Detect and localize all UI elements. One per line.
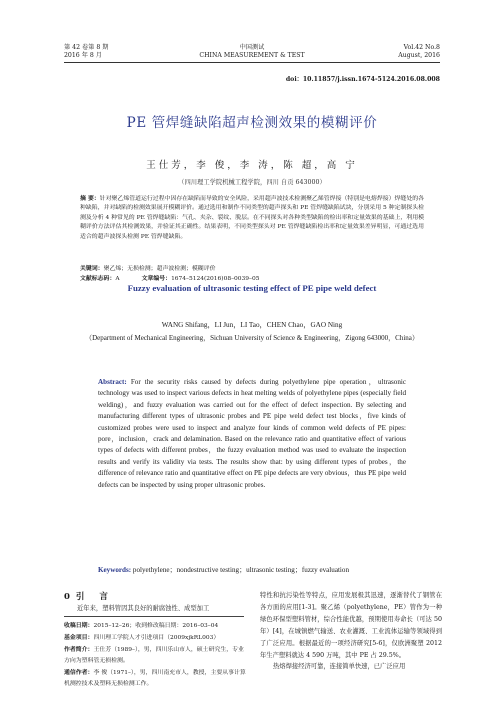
keywords-en-label: Keywords: <box>98 566 132 574</box>
footnote-label: 基金项目： <box>64 634 94 641</box>
footnote-text: 四川理工学院人才引进项目（2009xjkRL003） <box>93 635 220 641</box>
keywords-en-text: polyethylene；nondestructive testing；ultrasonic testing；fuzzy evaluation <box>132 566 349 574</box>
footnote-label: 作者简介： <box>64 646 94 653</box>
body-column-right <box>260 590 442 673</box>
section-title: 引 言 <box>75 592 114 602</box>
journal-name-cn: 中国测试 <box>239 44 265 51</box>
footnote-label: 收稿日期： <box>64 622 94 629</box>
body-paragraph: 特性和抗污染性等特点，应用发展极其迅速，逐渐替代了钢管在各方面的应用[1-3]。聚乙烯（polyethylene，PE）管作为一种绿色环保型塑料管材，综合性能优越，预期使用寿命长（可达 50 年）[4]，在城镇燃气输送、农业灌溉、工业流体运输等领域得到了广泛应用。根据最近的一项经济研究[5-6]，仅欧洲聚塑 2012 年生产塑料就达 4 590 万吨，其中 PE 占 29.5%。 <box>260 592 442 659</box>
header-rule <box>64 62 440 63</box>
footnote-corresponding <box>64 667 248 690</box>
footnote-author <box>64 644 248 667</box>
body-paragraph-next: 热熔焊接经济可靠，连接简单快速，已广泛应用 <box>273 663 406 671</box>
footnote-text: 王仕芳（1989–），男，四川乐山市人，硕士研究生，专业方向为塑料管无损检测。 <box>64 647 244 664</box>
intro-paragraph: 近年来，塑料管因其良好的耐腐蚀性、成型加工 <box>77 605 210 612</box>
footnote-fund <box>64 632 248 644</box>
keywords-cn <box>80 264 424 274</box>
header-volume: 第 42 卷第 8 期 <box>64 44 109 51</box>
footnote-label: 通信作者： <box>64 669 94 676</box>
keywords-cn-label: 关键词： <box>80 265 104 272</box>
classification-value-2: 1674–5124(2016)08–0039–05 <box>171 276 260 283</box>
meta-cn <box>80 264 424 285</box>
abstract-cn <box>80 194 424 242</box>
classification-value-1: A <box>115 276 120 283</box>
header-date-cn: 2016 年 8 月 <box>64 52 102 59</box>
footnote-rule <box>64 616 244 617</box>
abstract-en-text: For the security risks caused by defects during polyethylene pipe operation，ultrasonic technology was used to inspect various defects in heat melting welds of polyethylene pipes (especially field welding)，and fuzzy evaluation was carried out for the effect of defect inspection. By selecting and manufacturing different types of ultrasonic probes and PE pipe weld defect test blocks，five kinds of customized probes were used to inspect and analyze four kinds of common weld defects of PE pipes: pore，inclusion，crack and delamination. Based on the relevance ratio and quantitative effect of various types of defects with different probes，the fuzzy evaluation method was used to evaluate the inspection results and verify its validity via tests. The results show that: by using different types of probes，the difference of relevance ratio and quantitative effect on PE pipe defects are very obvious，thus PE pipe weld defects can be inspected by using proper ultrasonic probes. <box>98 378 406 489</box>
header-date-en: August, 2016 <box>398 52 440 59</box>
footnotes <box>64 620 248 690</box>
affiliation-en: （Department of Mechanical Engineering，Sichuan University of Science & Engineering，Zigong 643000，China） <box>85 334 419 342</box>
journal-name-en: CHINA MEASUREMENT & TEST <box>199 52 305 59</box>
abstract-en-label: Abstract: <box>98 378 127 386</box>
authors-en: WANG Shifang，LI Jun，LI Tao，CHEN Chao，GAO Ning <box>161 321 343 329</box>
footnote-text: 2015–12–26；收到修改稿日期：2016–03–04 <box>93 623 219 629</box>
keywords-cn-text: 聚乙烯；无损检测；超声波检测；模糊评价 <box>103 266 216 272</box>
paper-title-cn: PE 管焊缝缺陷超声检测效果的模糊评价 <box>126 115 378 131</box>
abstract-cn-label: 摘 要： <box>80 195 100 202</box>
paper-title-en: Fuzzy evaluation of ultrasonic testing effect of PE pipe weld defect <box>127 283 377 293</box>
footnote-received <box>64 620 248 632</box>
header-volume-en <box>398 44 440 60</box>
classification-label-1: 文献标志码： <box>80 275 116 283</box>
abstract-cn-text: 针对聚乙烯管道运行过程中因存在缺陷而导致的安全风险，采用超声波技术检测聚乙烯管焊接（特别是电熔焊接）焊缝处的各种缺陷，并对缺陷的检测效果展开模糊评价。通过选用和制作不同类型的超声探头和 PE 管焊缝缺陷试块，分别采用 5 种定制探头检测及分析 4 种常见的 PE 管焊缝缺陷：气孔、夹杂、裂纹、脱层。在不同探头对各种类型缺陷的检出率和定量效果的基础上，利用模糊评价方法评估其检测效果，并验证其正确性。结果表明，不同类型探头对 PE 管焊缝缺陷检出率和定量效果差异明显，可通过选用适合的超声波探头检测 PE 管焊缝缺陷。 <box>80 196 424 240</box>
doi[interactable]: doi：10.11857/j.issn.1674-5124.2016.08.008 <box>285 76 440 83</box>
section-number: 0 <box>64 592 76 602</box>
affiliation-cn: （四川理工学院机械工程学院，四川 自贡 643000） <box>178 179 326 186</box>
header-journal <box>64 44 440 60</box>
keywords-en <box>98 565 406 575</box>
classification-label-2: 文章编号： <box>141 275 172 283</box>
footnote-text: 李 俊（1971–），男，四川南充市人，教授，主要从事计算机测控技术及塑料无损检测工作。 <box>64 670 246 687</box>
authors-cn: 王仕芳，李 俊，李 涛，陈 超，高 宁 <box>146 160 358 171</box>
abstract-en <box>98 377 406 491</box>
section-heading <box>64 590 114 602</box>
header-vol-no: Vol.42 No.8 <box>403 44 440 51</box>
